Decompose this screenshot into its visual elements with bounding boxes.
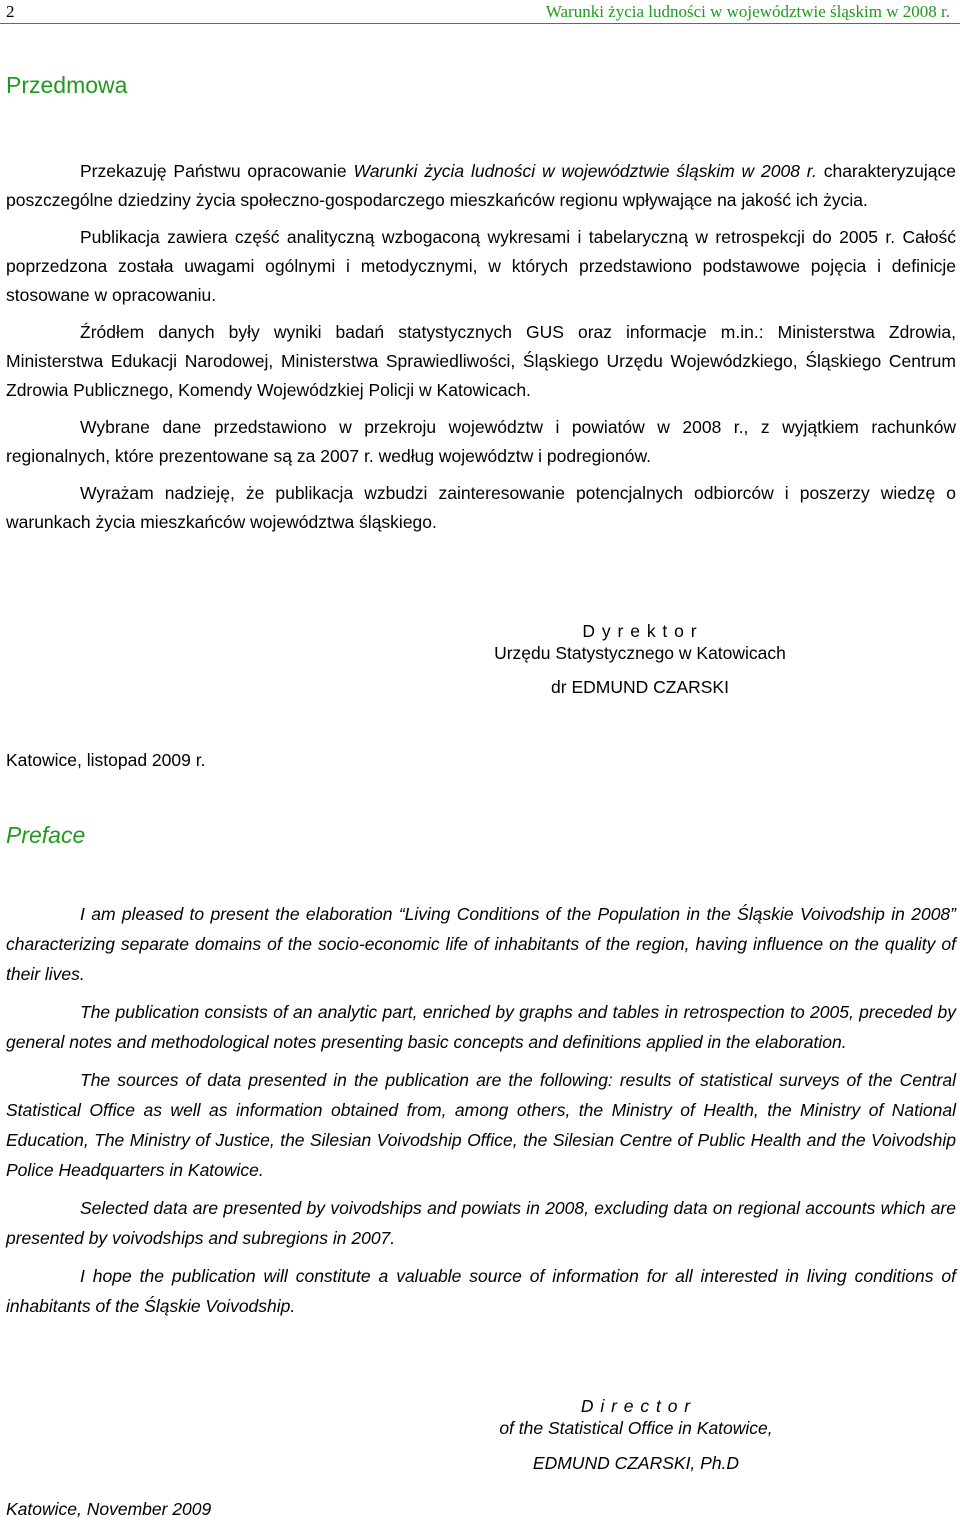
- pl-paragraph-4: Wybrane dane przedstawiono w przekroju województw i powiatów w 2008 r., z wyjątkiem rachunków regionalnych, które prezentowane są za 2007 r. według województw i podregionów.: [6, 417, 956, 466]
- section-title-en: Preface: [6, 822, 86, 848]
- en-paragraph-3: The sources of data presented in the publication are the following: results of statistical surveys of the Central Statistical Office as well as information obtained from, among others, the Ministry of Health, the Ministry of National Education, The Ministry of Justice, the Silesian Voivodship Office, the Silesian Centre of Public Health and the Voivodship Police Headquarters in Katowice.: [6, 1070, 956, 1180]
- pl-signature-office: Urzędu Statystycznego w Katowicach: [494, 643, 786, 663]
- pl-place-date: Katowice, listopad 2009 r.: [6, 750, 206, 770]
- pl-signature-role: D y r e k t o r: [582, 621, 698, 641]
- pl-work-title: Warunki życia ludności w województwie śląskim w 2008 r.: [353, 161, 817, 181]
- pl-intro-lead: Przekazuję Państwu opracowanie: [80, 161, 354, 181]
- header-rule: [0, 23, 960, 24]
- en-signature-role: D i r e c t o r: [580, 1396, 692, 1416]
- pl-paragraph-2: Publikacja zawiera część analityczną wzbogaconą wykresami i tabelaryczną w retrospekcji do 2005 r. Całość poprzedzona została uwagami ogólnymi i metodycznymi, w których przedstawiono podstawowe pojęcia i definicje stosowane w opracowaniu.: [6, 227, 956, 305]
- pl-paragraph-1: [6, 157, 956, 215]
- pl-intro-rest: charakteryzujące poszczególne dziedziny życia społeczno-gospodarczego mieszkańców regionu wpływające na jakość ich życia.: [6, 161, 957, 210]
- en-body: [6, 899, 956, 1321]
- running-title: Warunki życia ludności w województwie śląskim w 2008 r.: [545, 2, 950, 21]
- page-number: 2: [6, 2, 15, 21]
- section-title-pl: Przedmowa: [6, 72, 128, 98]
- en-place-date: Katowice, November 2009: [6, 1499, 212, 1519]
- en-paragraph-4: Selected data are presented by voivodships and powiats in 2008, excluding data on regional accounts which are presented by voivodships and subregions in 2007.: [6, 1198, 956, 1248]
- pl-body: [6, 157, 956, 537]
- en-signature-office: of the Statistical Office in Katowice,: [499, 1418, 773, 1438]
- pl-paragraph-3: Źródłem danych były wyniki badań statystycznych GUS oraz informacje m.in.: Ministerstwa Zdrowia, Ministerstwa Edukacji Narodowej, Ministerstwa Sprawiedliwości, Śląskiego Urzędu Wojewódzkiego, Śląskiego Centrum Zdrowia Publicznego, Komendy Wojewódzkiej Policji w Katowicach.: [6, 322, 956, 400]
- pl-paragraph-5: Wyrażam nadzieję, że publikacja wzbudzi zainteresowanie potencjalnych odbiorców i poszerzy wiedzę o warunkach życia mieszkańców województwa śląskiego.: [6, 483, 956, 532]
- en-signature-name: EDMUND CZARSKI, Ph.D: [532, 1453, 740, 1473]
- pl-signature-name: dr EDMUND CZARSKI: [551, 677, 729, 697]
- en-paragraph-1: I am pleased to present the elaboration “Living Conditions of the Population in the Śląskie Voivodship in 2008” characterizing separate domains of the socio-economic life of inhabitants of the region, having influence on the quality of their lives.: [6, 904, 956, 984]
- en-paragraph-2: The publication consists of an analytic part, enriched by graphs and tables in retrospection to 2005, preceded by general notes and methodological notes presenting basic concepts and definitions applied in the elaboration.: [6, 1002, 956, 1052]
- en-paragraph-5: I hope the publication will constitute a valuable source of information for all interested in living conditions of inhabitants of the Śląskie Voivodship.: [6, 1266, 956, 1316]
- running-header: [0, 0, 960, 24]
